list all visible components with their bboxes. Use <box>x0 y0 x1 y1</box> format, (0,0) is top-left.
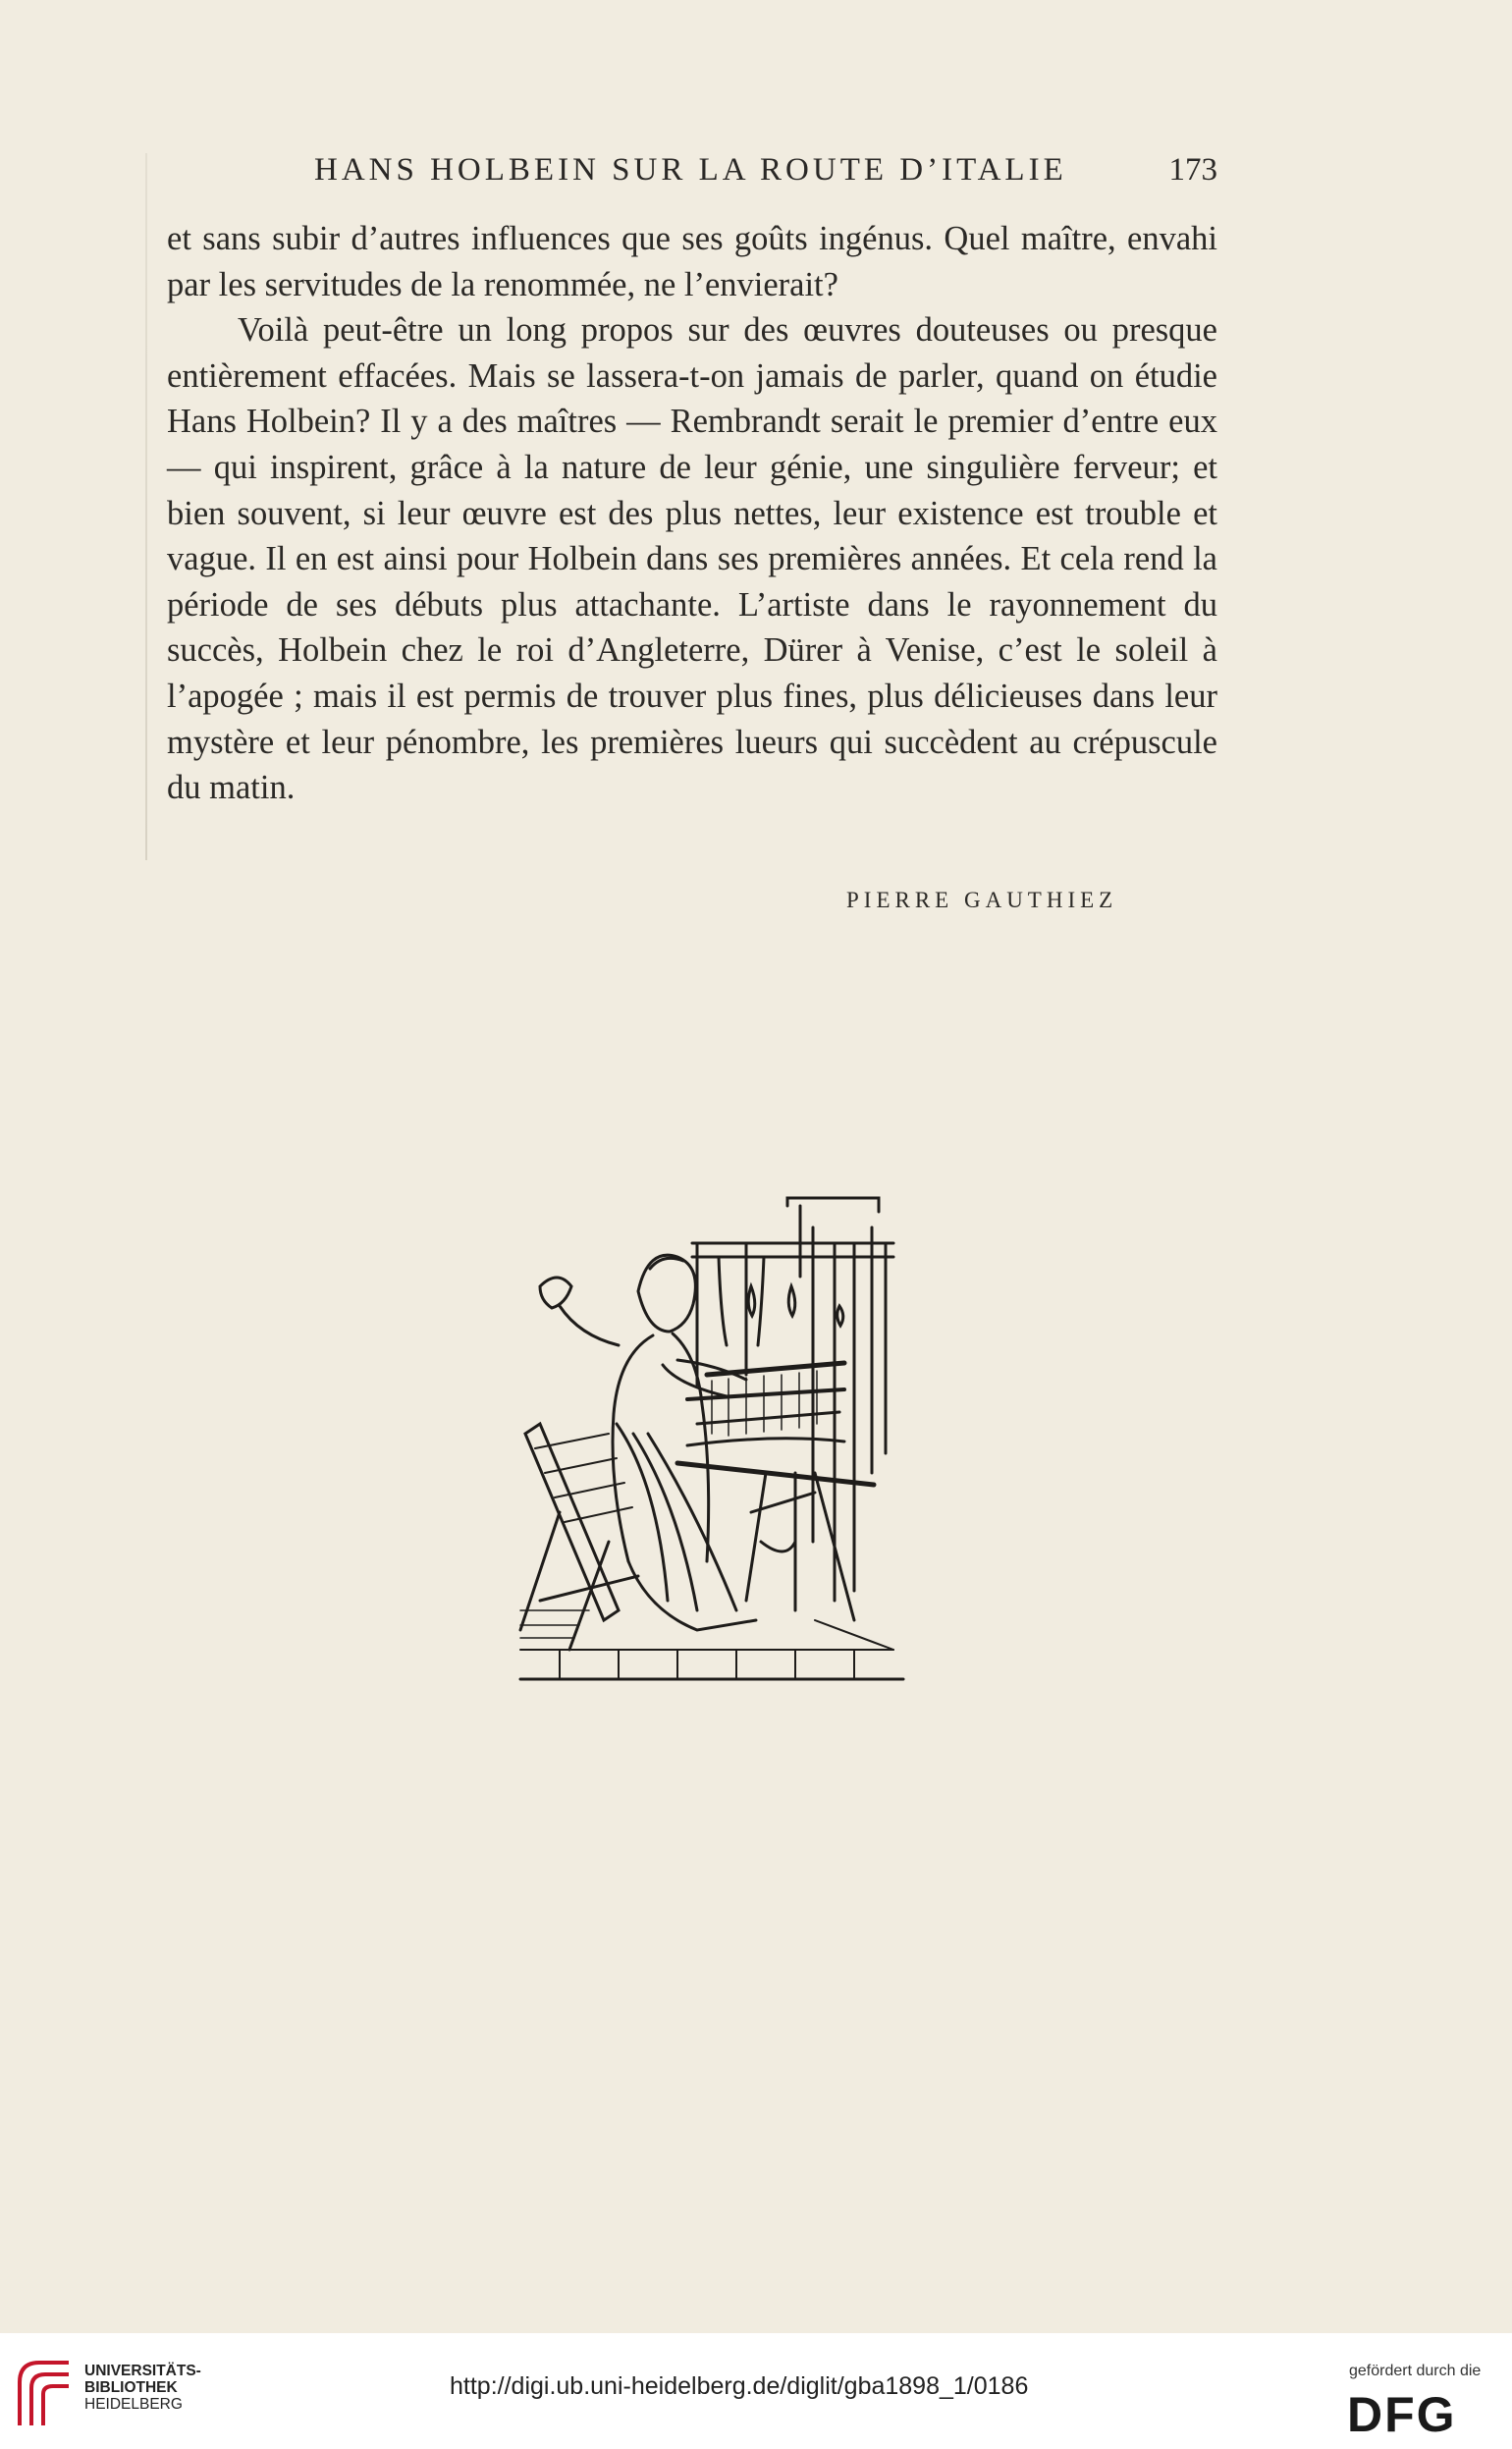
library-name-line: BIBLIOTHEK <box>84 2379 178 2396</box>
library-name <box>84 2363 201 2413</box>
dfg-logo: DFG <box>1347 2387 1457 2442</box>
library-city: HEIDELBERG <box>84 2396 183 2413</box>
author-signature: PIERRE GAUTHIEZ <box>846 888 1118 912</box>
digitization-footer <box>0 2333 1512 2449</box>
page-fold-shadow <box>145 153 147 860</box>
library-name-line: UNIVERSITÄTS- <box>84 2363 201 2379</box>
university-library-logo-icon <box>14 2353 75 2427</box>
weaver-at-loom-illustration <box>501 1188 913 1699</box>
weaver-at-loom-drawing <box>501 1188 913 1699</box>
running-title: HANS HOLBEIN SUR LA ROUTE D’ITALIE <box>314 152 1067 188</box>
permalink-url[interactable]: http://digi.ub.uni-heidelberg.de/diglit/gba1898_1/0186 <box>450 2372 1029 2400</box>
page-number: 173 <box>1168 152 1217 188</box>
body-text <box>167 216 1217 811</box>
funder-caption: gefördert durch die <box>1349 2363 1482 2379</box>
running-head <box>167 152 1217 195</box>
paragraph: et sans subir d’autres influences que ses goûts ingénus. Quel maître, envahi par les servitudes de la renommée, ne l’envierait? <box>167 220 1217 303</box>
paragraph: Voilà peut-être un long propos sur des œuvres douteuses ou presque entièrement effacées. Mais se lassera-t-on jamais de parler, quand on étudie Hans Holbein? Il y a des maîtres — Rembrandt serait le premier d’entre eux — qui inspirent, grâce à la nature de leur génie, une singulière ferveur; et bien souvent, si leur œuvre est des plus nettes, leur existence est trouble et vague. Il en est ainsi pour Holbein dans ses premières années. Et cela rend la période de ses débuts plus attachante. L’artiste dans le rayonnement du succès, Holbein chez le roi d’Angleterre, Dürer à Venise, c’est le soleil à l’apogée ; mais il est permis de trouver plus fines, plus délicieuses dans leur mystère et leur pénombre, les premières lueurs qui succèdent au crépuscule du matin. <box>167 311 1217 807</box>
